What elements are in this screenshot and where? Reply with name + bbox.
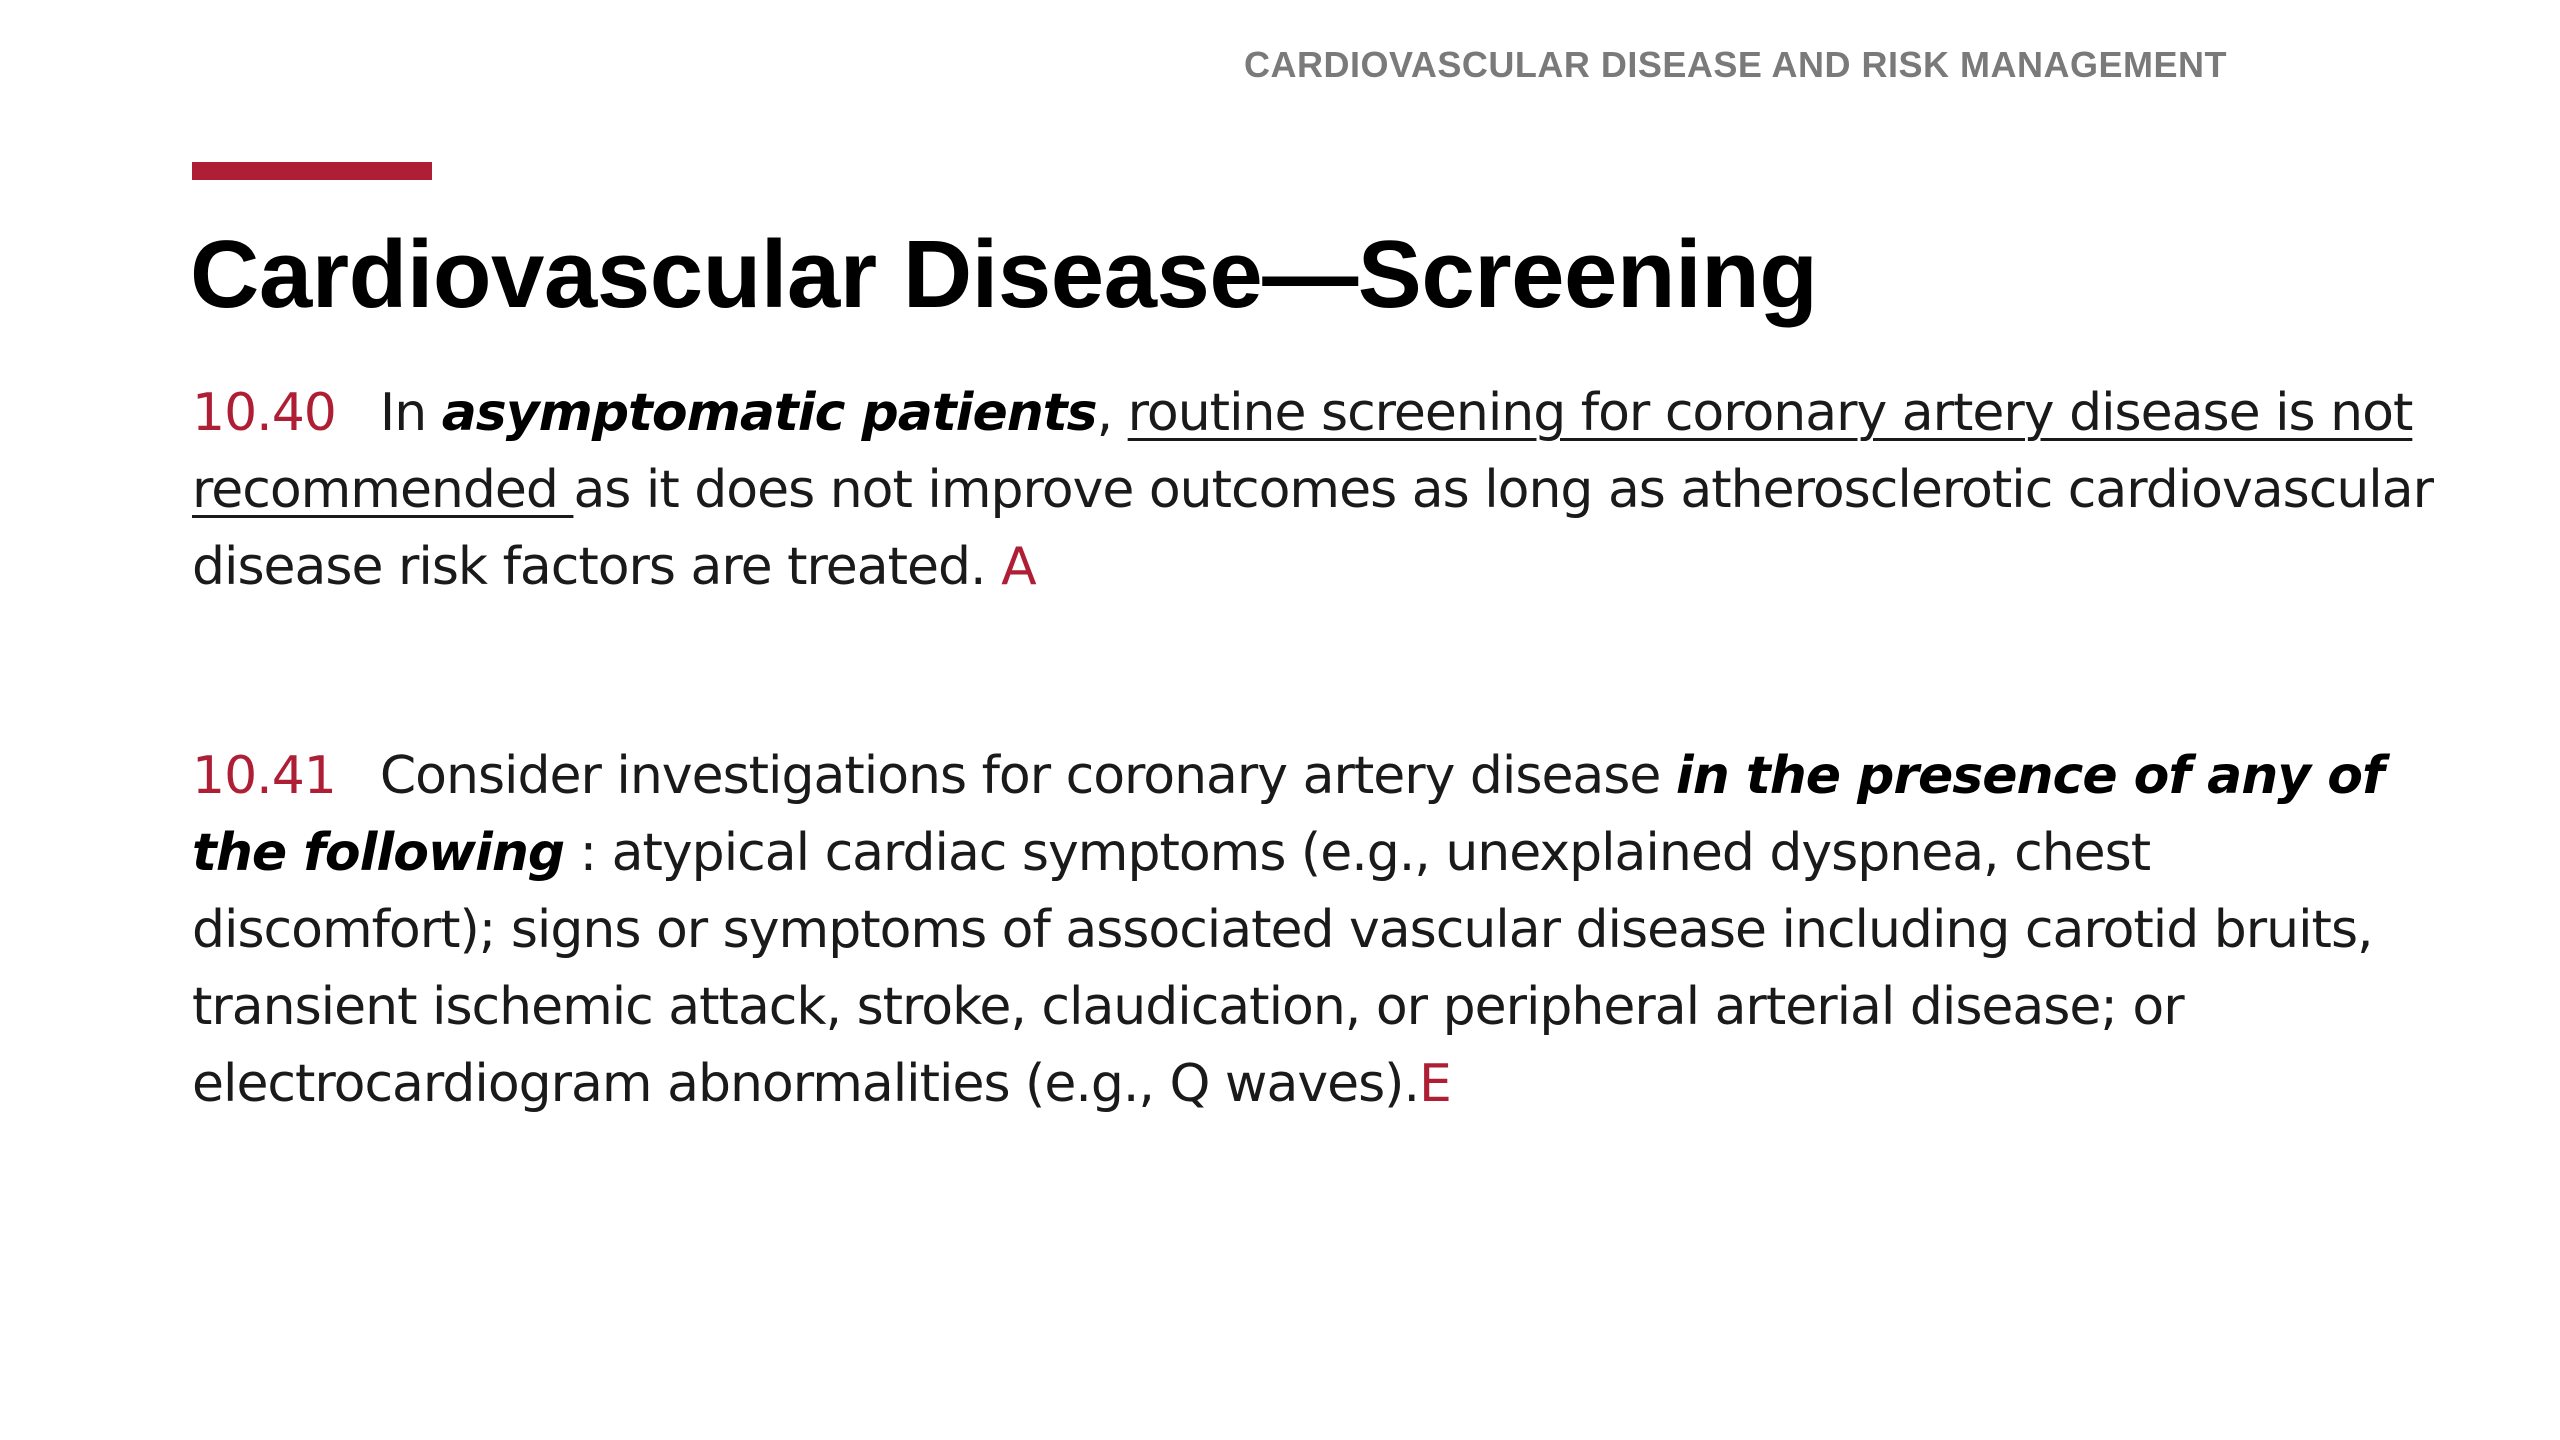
recommendation-lead-text: In (379, 383, 442, 443)
title-accent-bar (192, 162, 432, 180)
recommendation-lead-text: Consider investigations for coronary artery disease (379, 746, 1676, 806)
recommendation-body-text: as it does not improve outcomes as long as atherosclerotic cardiovascular disease risk factors are treated. (192, 460, 2433, 597)
slide-title: Cardiovascular Disease—Screening (190, 221, 1818, 328)
recommendation-underlined-text: routine screening for coronary artery disease is not recommended (192, 383, 2413, 520)
recommendation-emphasis: asymptomatic patients (441, 383, 1097, 443)
recommendation-10-40 (192, 375, 2452, 606)
recommendation-emphasis: in the presence of any of the following (192, 746, 2384, 883)
evidence-grade: E (1419, 1054, 1451, 1114)
section-header-label: CARDIOVASCULAR DISEASE AND RISK MANAGEMENT (1244, 44, 2228, 85)
recommendation-10-41 (192, 738, 2452, 1123)
recommendation-body-text: : atypical cardiac symptoms (e.g., unexplained dyspnea, chest discomfort); signs or symptoms of associated vascular disease including carotid bruits, transient ischemic attack, stroke, claudication, or peripheral arterial disease; or electrocardiogram abnormalities (e.g., Q waves). (192, 823, 2373, 1114)
recommendation-comma: , (1096, 383, 1128, 443)
recommendation-number: 10.41 (192, 746, 336, 806)
evidence-grade: A (1001, 537, 1036, 597)
recommendation-number: 10.40 (192, 383, 336, 443)
